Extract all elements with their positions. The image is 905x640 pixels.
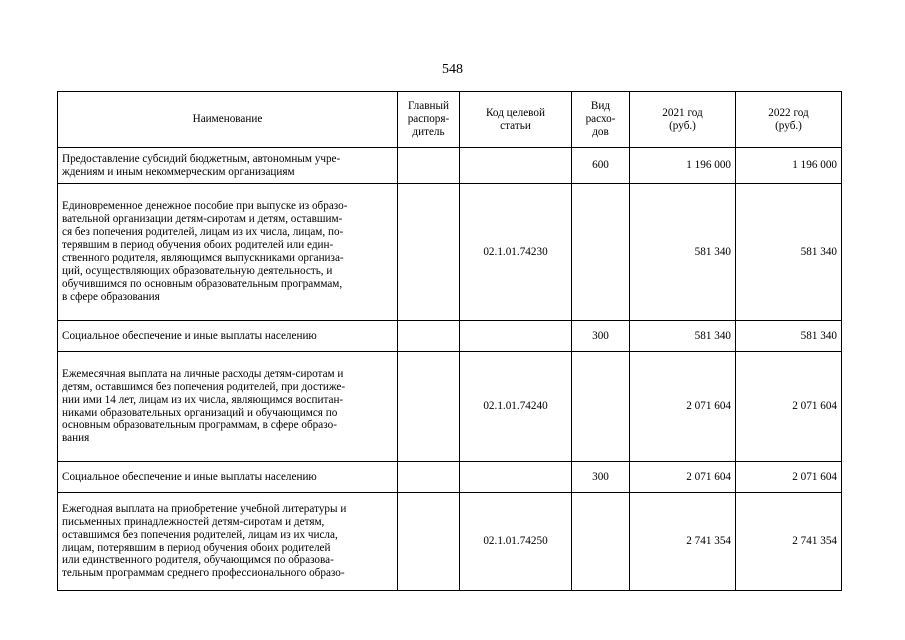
row-target-code: 02.1.01.74240 (460, 352, 572, 462)
row-expense-type (572, 184, 630, 321)
header-name: Наименование (58, 92, 398, 148)
row-target-code (460, 148, 572, 184)
row-year-2021: 2 071 604 (630, 352, 736, 462)
row-target-code: 02.1.01.74230 (460, 184, 572, 321)
table-row (58, 148, 842, 184)
page-number: 548 (442, 62, 463, 77)
row-expense-type (572, 493, 630, 591)
table-row (58, 352, 842, 462)
budget-table (57, 91, 842, 591)
table-header-row (58, 92, 842, 148)
header-year-2022: 2022 год (руб.) (736, 92, 842, 148)
row-year-2022: 581 340 (736, 184, 842, 321)
row-expense-type: 300 (572, 321, 630, 352)
row-year-2022: 581 340 (736, 321, 842, 352)
row-year-2021: 2 071 604 (630, 462, 736, 493)
row-name: Единовременное денежное пособие при выпуске из образо- вательной организации детям-сиротам и детям, оставшим- ся без попечения родителей, лицам из их числа, лицам, по- терявшим в период обучения обоих родителей или един- ственного родителя, являющимся выпускниками организа- ций, осуществляющих образовательную деятельность, и обучившимся по основным образовательным программам, в сфере образования (58, 184, 398, 321)
row-target-code (460, 321, 572, 352)
row-expense-type: 600 (572, 148, 630, 184)
table-row (58, 321, 842, 352)
table-row (58, 184, 842, 321)
row-main-manager (398, 321, 460, 352)
row-name: Социальное обеспечение и иные выплаты населению (58, 462, 398, 493)
row-year-2021: 1 196 000 (630, 148, 736, 184)
row-main-manager (398, 352, 460, 462)
row-name: Предоставление субсидий бюджетным, автономным учре- ждениям и иным некоммерческим организациям (58, 148, 398, 184)
row-main-manager (398, 462, 460, 493)
table-row (58, 462, 842, 493)
header-main-manager: Главный распоря- дитель (398, 92, 460, 148)
header-year-2021: 2021 год (руб.) (630, 92, 736, 148)
row-main-manager (398, 148, 460, 184)
row-expense-type (572, 352, 630, 462)
row-name: Социальное обеспечение и иные выплаты населению (58, 321, 398, 352)
header-target-code: Код целевой статьи (460, 92, 572, 148)
row-expense-type: 300 (572, 462, 630, 493)
header-expense-type: Вид расхо- дов (572, 92, 630, 148)
row-year-2022: 2 741 354 (736, 493, 842, 591)
row-name: Ежемесячная выплата на личные расходы детям-сиротам и детям, оставшимся без попечения родителей, при достиже- нии ими 14 лет, лицам из их числа, являющимся воспитан- никами образовательных организаций и обучающимся по основным образовательным программам, в сфере образо- вания (58, 352, 398, 462)
row-target-code (460, 462, 572, 493)
table-row (58, 493, 842, 591)
row-year-2022: 1 196 000 (736, 148, 842, 184)
row-year-2021: 581 340 (630, 184, 736, 321)
row-year-2021: 2 741 354 (630, 493, 736, 591)
row-year-2021: 581 340 (630, 321, 736, 352)
row-target-code: 02.1.01.74250 (460, 493, 572, 591)
row-year-2022: 2 071 604 (736, 352, 842, 462)
row-name: Ежегодная выплата на приобретение учебной литературы и письменных принадлежностей детям-сиротам и детям, оставшимся без попечения родителей, лицам из их числа, лицам, потерявшим в период обучения обоих родителей или единственного родителя, обучающимся по образова- тельным программам среднего профессионального образо- (58, 493, 398, 591)
row-main-manager (398, 493, 460, 591)
row-main-manager (398, 184, 460, 321)
row-year-2022: 2 071 604 (736, 462, 842, 493)
